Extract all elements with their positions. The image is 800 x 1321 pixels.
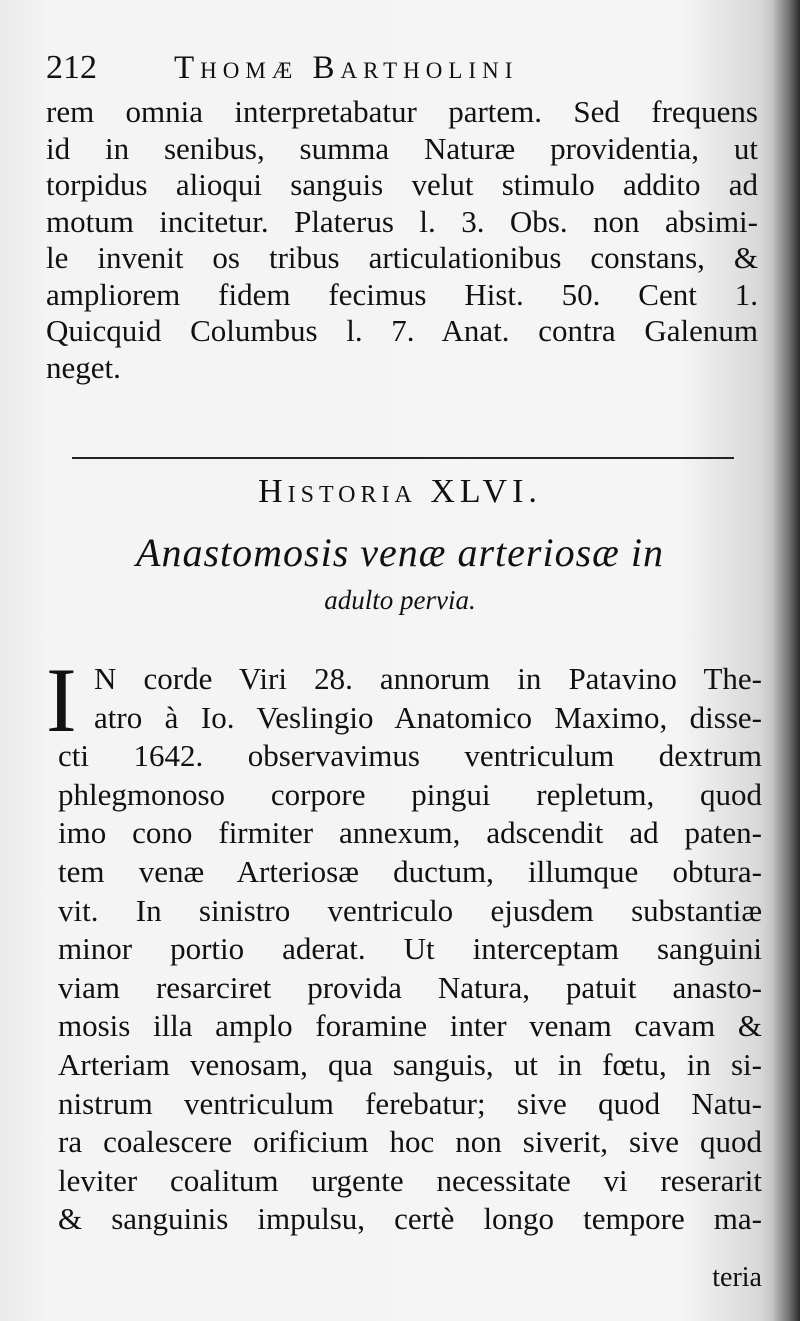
- text-line: vit. In sinistro ventriculo ejusdem substantiæ: [58, 892, 762, 928]
- text-line: tem venæ Arteriosæ ductum, illumque obtura-: [58, 853, 762, 889]
- text-line: & sanguinis impulsu, certè longo tempore ma-: [58, 1201, 762, 1237]
- text-line: viam resarciret provida Natura, patuit anasto-: [58, 969, 762, 1005]
- text-line: leviter coalitum urgente necessitate vi reserarit: [58, 1162, 762, 1198]
- text-line: atro à Io. Veslingio Anatomico Maximo, disse-: [94, 699, 762, 735]
- page-header: [46, 48, 746, 88]
- paragraph-2: [58, 660, 762, 1239]
- text-line: phlegmonoso corpore pingui repletum, quod: [58, 776, 762, 812]
- section-title-line-1: Anastomosis venæ arteriosæ in: [136, 530, 664, 575]
- text-line: imo cono firmiter annexum, adscendit ad paten-: [58, 815, 762, 851]
- section-divider: [72, 457, 734, 459]
- text-line: id in senibus, summa Naturæ providentia, ut: [46, 130, 758, 166]
- text-line: nistrum ventriculum ferebatur; sive quod Natu-: [58, 1085, 762, 1121]
- page-edge-shadow: [774, 0, 800, 1321]
- text-line: Arteriam venosam, qua sanguis, ut in fœtu, in si-: [58, 1046, 762, 1082]
- text-line: ra coalescere orificium hoc non siverit, sive quod: [58, 1124, 762, 1160]
- text-line: motum incitetur. Platerus l. 3. Obs. non absimi-: [46, 203, 758, 239]
- text-line: mosis illa amplo foramine inter venam cavam &: [58, 1008, 762, 1044]
- text-line: Quicquid Columbus l. 7. Anat. contra Galenum: [46, 313, 758, 348]
- text-line: neget.: [46, 349, 121, 385]
- page-number: 212: [46, 49, 97, 86]
- paragraph-1: [46, 94, 758, 386]
- catchword: teria: [712, 1262, 762, 1293]
- section-title-line-2: adulto pervia.: [324, 585, 476, 615]
- drop-cap: I: [46, 649, 77, 751]
- text-line: le invenit os tribus articulationibus constans, &: [46, 240, 758, 275]
- section-heading: Historia XLVI.: [258, 473, 542, 510]
- text-line: ampliorem fidem fecimus Hist. 50. Cent 1.: [46, 276, 758, 312]
- text-line: minor portio aderat. Ut interceptam sanguini: [58, 931, 762, 967]
- text-line: torpidus alioqui sanguis velut stimulo addito ad: [46, 167, 758, 202]
- text-line: N corde Viri 28. annorum in Patavino The-: [94, 661, 762, 696]
- text-line: cti 1642. observavimus ventriculum dextrum: [58, 738, 762, 774]
- running-head: Thomæ Bartholini: [174, 50, 519, 86]
- text-line: rem omnia interpretabatur partem. Sed frequens: [46, 94, 758, 129]
